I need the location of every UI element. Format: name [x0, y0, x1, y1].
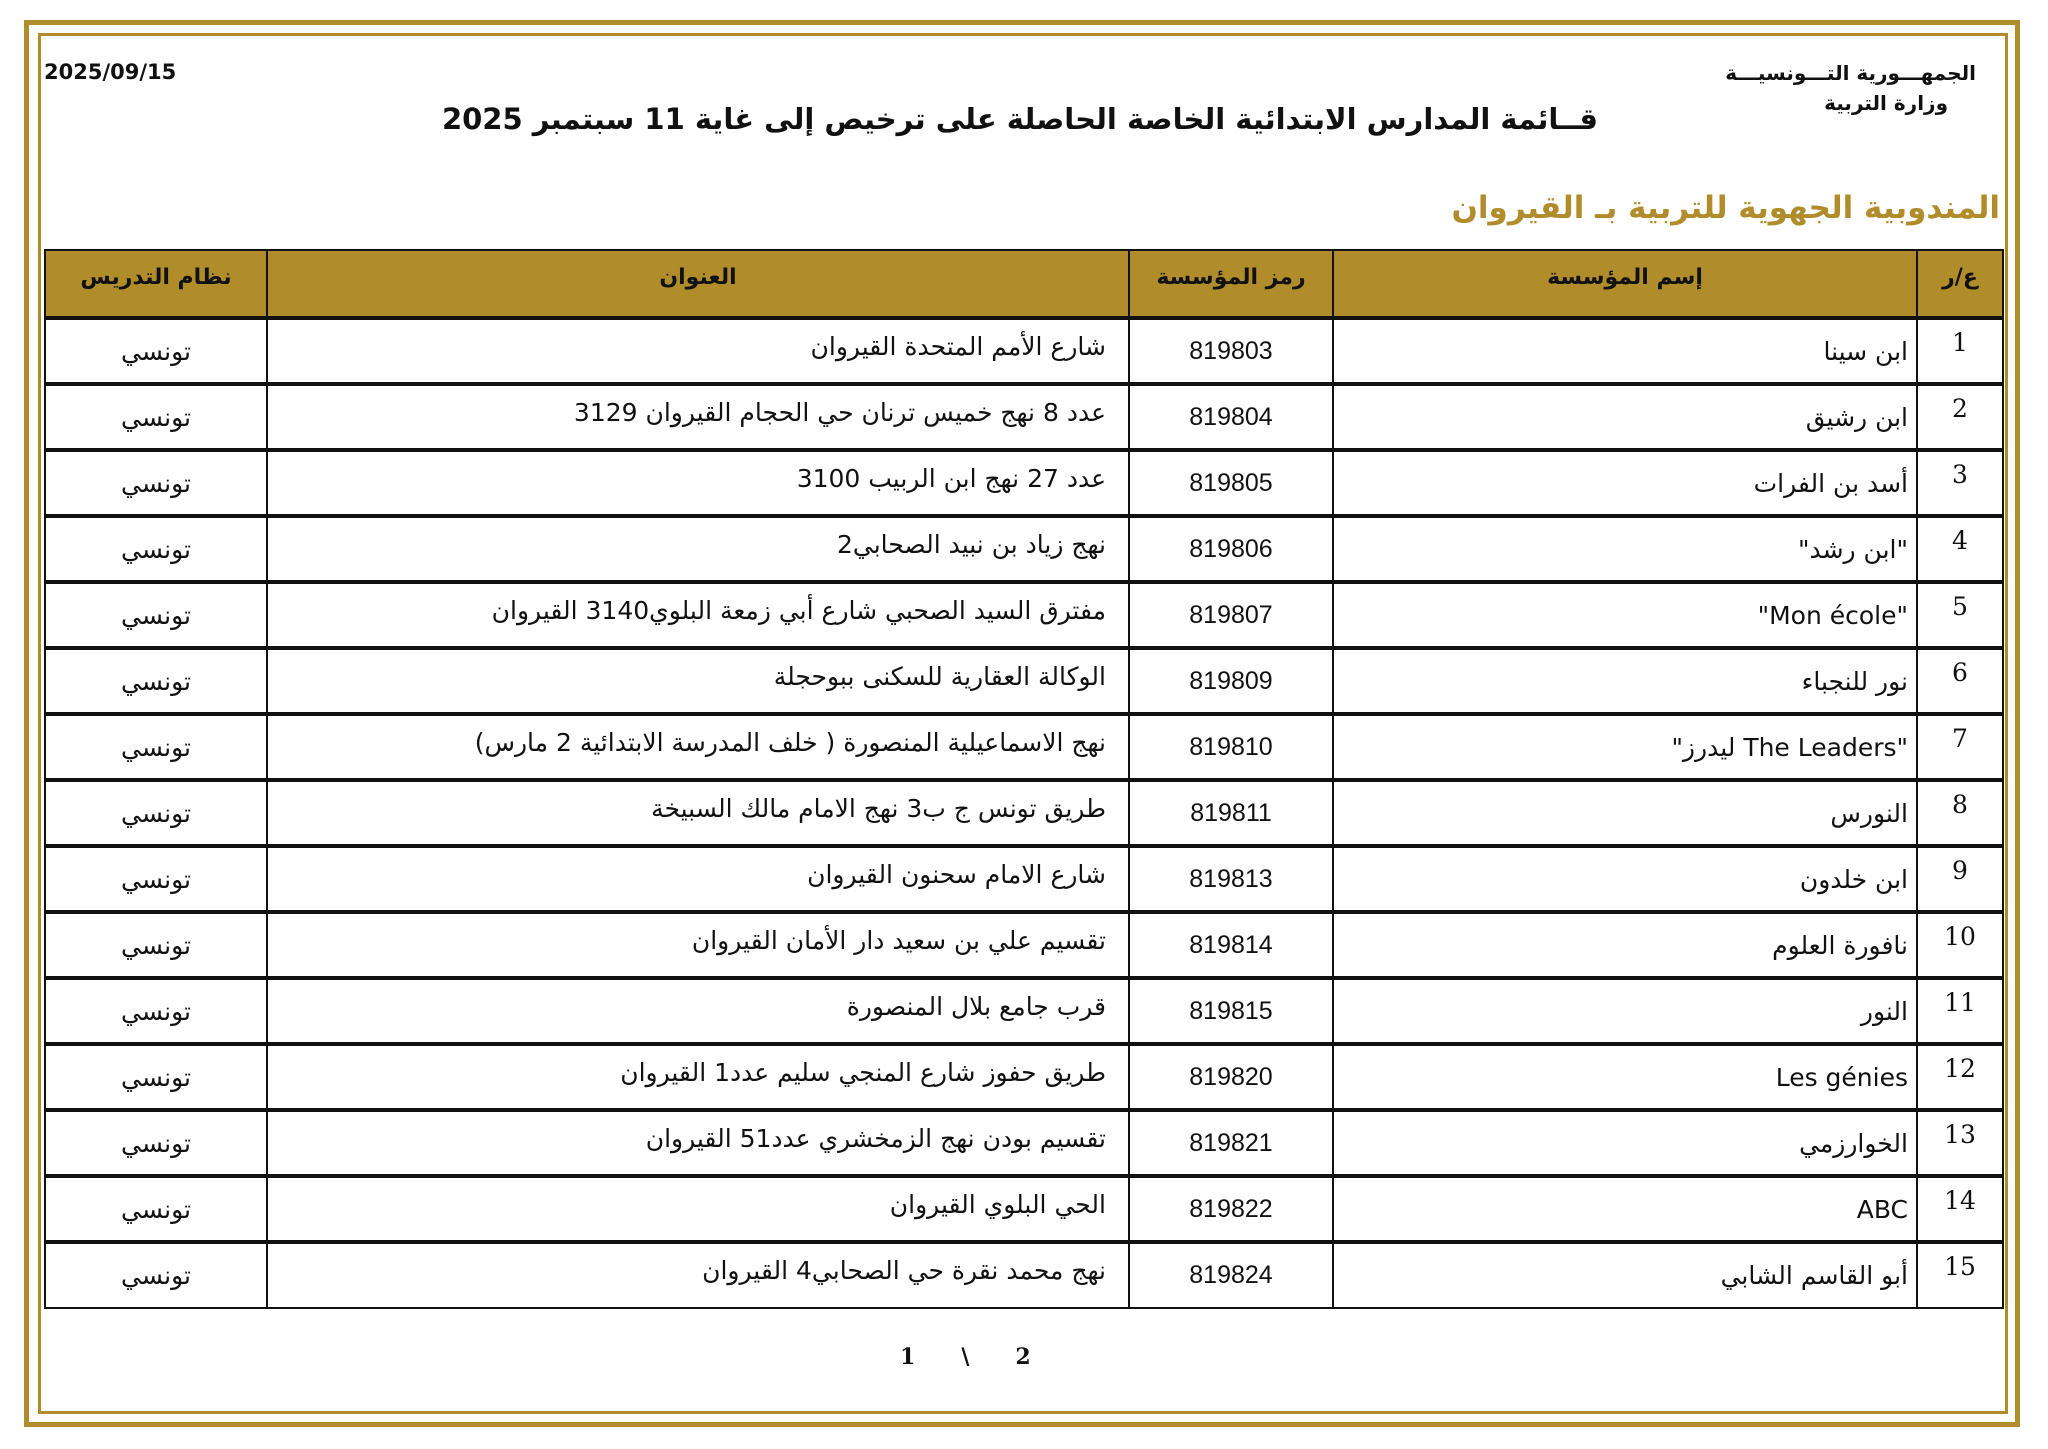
- school-address: تقسيم بودن نهج الزمخشري عدد51 القيروان: [267, 1110, 1129, 1176]
- column-header-system: نظام التدريس: [45, 250, 267, 318]
- row-number: 11: [1917, 978, 2003, 1044]
- teaching-system: تونسي: [45, 780, 267, 846]
- row-number: 12: [1917, 1044, 2003, 1110]
- school-code: 819807: [1129, 582, 1333, 648]
- school-name: Les génies: [1333, 1044, 1917, 1110]
- teaching-system: تونسي: [45, 1110, 267, 1176]
- table-row: [45, 978, 2003, 1044]
- school-code: 819806: [1129, 516, 1333, 582]
- teaching-system: تونسي: [45, 450, 267, 516]
- table-row: [45, 318, 2003, 384]
- table-row: [45, 450, 2003, 516]
- school-address: شارع الامام سحنون القيروان: [267, 846, 1129, 912]
- ministry-name: وزارة التربية: [1824, 91, 1948, 115]
- teaching-system: تونسي: [45, 978, 267, 1044]
- table-row: [45, 780, 2003, 846]
- teaching-system: تونسي: [45, 714, 267, 780]
- school-name: ABC: [1333, 1176, 1917, 1242]
- page-separator: \: [961, 1344, 970, 1370]
- row-number: 1: [1917, 318, 2003, 384]
- school-code: 819804: [1129, 384, 1333, 450]
- row-number: 9: [1917, 846, 2003, 912]
- school-code: 819813: [1129, 846, 1333, 912]
- table-row: [45, 384, 2003, 450]
- teaching-system: تونسي: [45, 384, 267, 450]
- school-code: 819803: [1129, 318, 1333, 384]
- teaching-system: تونسي: [45, 1176, 267, 1242]
- school-address: نهج الاسماعيلية المنصورة ( خلف المدرسة الابتدائية 2 مارس): [267, 714, 1129, 780]
- teaching-system: تونسي: [45, 1242, 267, 1308]
- teaching-system: تونسي: [45, 318, 267, 384]
- document-date: 2025/09/15: [44, 60, 177, 84]
- school-address: تقسيم علي بن سعيد دار الأمان القيروان: [267, 912, 1129, 978]
- row-number: 6: [1917, 648, 2003, 714]
- school-name: "The Leaders ليدرز": [1333, 714, 1917, 780]
- school-address: نهج محمد نقرة حي الصحابي4 القيروان: [267, 1242, 1129, 1308]
- region-title: المندوبية الجهوية للتربية بـ القيروان: [1451, 190, 2000, 226]
- schools-table: [44, 249, 2004, 1309]
- table-header-row: [45, 250, 2003, 318]
- table-row: [45, 1176, 2003, 1242]
- page-total: 2: [1015, 1344, 1031, 1370]
- school-name: نور للنجباء: [1333, 648, 1917, 714]
- row-number: 14: [1917, 1176, 2003, 1242]
- school-address: قرب جامع بلال المنصورة: [267, 978, 1129, 1044]
- school-name: "ابن رشد": [1333, 516, 1917, 582]
- school-name: ابن خلدون: [1333, 846, 1917, 912]
- teaching-system: تونسي: [45, 516, 267, 582]
- row-number: 7: [1917, 714, 2003, 780]
- republic-name: الجمهـــورية التـــونسيـــة: [1725, 61, 1976, 85]
- teaching-system: تونسي: [45, 846, 267, 912]
- school-name: ابن رشيق: [1333, 384, 1917, 450]
- row-number: 13: [1917, 1110, 2003, 1176]
- row-number: 5: [1917, 582, 2003, 648]
- school-code: 819809: [1129, 648, 1333, 714]
- school-address: الوكالة العقارية للسكنى ببوحجلة: [267, 648, 1129, 714]
- school-name: أسد بن الفرات: [1333, 450, 1917, 516]
- row-number: 4: [1917, 516, 2003, 582]
- table-row: [45, 912, 2003, 978]
- school-code: 819824: [1129, 1242, 1333, 1308]
- column-header-num: ع/ر: [1917, 250, 2003, 318]
- school-address: نهج زياد بن نبيد الصحابي2: [267, 516, 1129, 582]
- table-row: [45, 1110, 2003, 1176]
- column-header-code: رمز المؤسسة: [1129, 250, 1333, 318]
- school-code: 819822: [1129, 1176, 1333, 1242]
- row-number: 3: [1917, 450, 2003, 516]
- school-address: عدد 8 نهج خميس ترنان حي الحجام القيروان 3129: [267, 384, 1129, 450]
- school-address: مفترق السيد الصحبي شارع أبي زمعة البلوي3140 القيروان: [267, 582, 1129, 648]
- table-row: [45, 1044, 2003, 1110]
- table-row: [45, 1242, 2003, 1308]
- table-row: [45, 582, 2003, 648]
- school-name: النورس: [1333, 780, 1917, 846]
- table-row: [45, 846, 2003, 912]
- column-header-name: إسم المؤسسة: [1333, 250, 1917, 318]
- school-code: 819821: [1129, 1110, 1333, 1176]
- school-code: 819810: [1129, 714, 1333, 780]
- school-name: الخوارزمي: [1333, 1110, 1917, 1176]
- page-number: [900, 1344, 1077, 1370]
- page-title: قــائمة المدارس الابتدائية الخاصة الحاصلة على ترخيص إلى غاية 11 سبتمبر 2025: [441, 102, 1599, 136]
- teaching-system: تونسي: [45, 648, 267, 714]
- teaching-system: تونسي: [45, 912, 267, 978]
- school-address: طريق تونس ج ب3 نهج الامام مالك السبيخة: [267, 780, 1129, 846]
- school-address: الحي البلوي القيروان: [267, 1176, 1129, 1242]
- school-name: أبو القاسم الشابي: [1333, 1242, 1917, 1308]
- table-row: [45, 648, 2003, 714]
- school-name: النور: [1333, 978, 1917, 1044]
- row-number: 10: [1917, 912, 2003, 978]
- row-number: 15: [1917, 1242, 2003, 1308]
- school-code: 819820: [1129, 1044, 1333, 1110]
- school-code: 819805: [1129, 450, 1333, 516]
- school-name: "Mon école": [1333, 582, 1917, 648]
- school-name: نافورة العلوم: [1333, 912, 1917, 978]
- school-address: عدد 27 نهج ابن الربيب 3100: [267, 450, 1129, 516]
- row-number: 2: [1917, 384, 2003, 450]
- row-number: 8: [1917, 780, 2003, 846]
- school-code: 819814: [1129, 912, 1333, 978]
- school-code: 819811: [1129, 780, 1333, 846]
- table-row: [45, 714, 2003, 780]
- page-current: 1: [900, 1344, 916, 1370]
- teaching-system: تونسي: [45, 582, 267, 648]
- issuer-header: [1725, 58, 1976, 118]
- column-header-address: العنوان: [267, 250, 1129, 318]
- school-address: طريق حفوز شارع المنجي سليم عدد1 القيروان: [267, 1044, 1129, 1110]
- teaching-system: تونسي: [45, 1044, 267, 1110]
- table-row: [45, 516, 2003, 582]
- school-name: ابن سينا: [1333, 318, 1917, 384]
- school-code: 819815: [1129, 978, 1333, 1044]
- school-address: شارع الأمم المتحدة القيروان: [267, 318, 1129, 384]
